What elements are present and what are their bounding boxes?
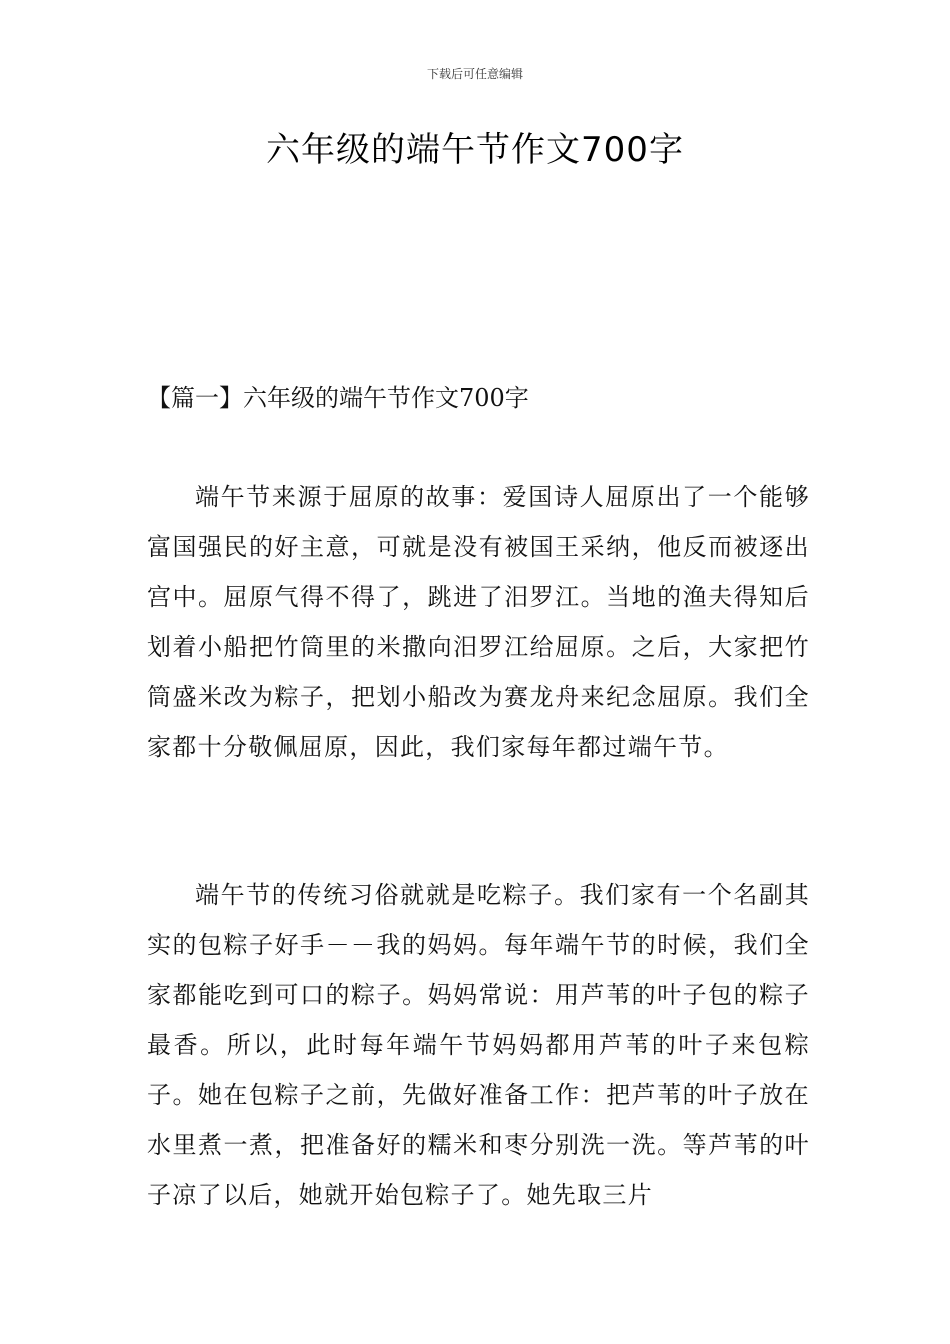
document-title: 六年级的端午节作文700字 bbox=[266, 130, 684, 170]
paragraph-2: 端午节的传统习俗就就是吃粽子。我们家有一个名副其实的包粽子好手－－我的妈妈。每年端午节的时候，我们全家都能吃到可口的粽子。妈妈常说：用芦苇的叶子包的粽子最香。所以，此时每年端午节妈妈都用芦苇的叶子来包粽子。她在包粽子之前，先做好准备工作：把芦苇的叶子放在水里煮一煮，把准备好的糯米和枣分别洗一洗。等芦苇的叶子凉了以后，她就开始包粽子了。她先取三片 bbox=[147, 881, 810, 1209]
section-heading: 【篇一】六年级的端午节作文700字 bbox=[147, 384, 529, 412]
page-header-note: 下载后可任意编辑 bbox=[426, 67, 523, 81]
paragraph-1: 端午节来源于屈原的故事：爱国诗人屈原出了一个能够富国强民的好主意，可就是没有被国王采纳，他反而被逐出宫中。屈原气得不得了，跳进了汨罗江。当地的渔夫得知后划着小船把竹筒里的米撒向汨罗江给屈原。之后，大家把竹筒盛米改为粽子，把划小船改为赛龙舟来纪念屈原。我们全家都十分敬佩屈原，因此，我们家每年都过端午节。 bbox=[147, 483, 810, 761]
